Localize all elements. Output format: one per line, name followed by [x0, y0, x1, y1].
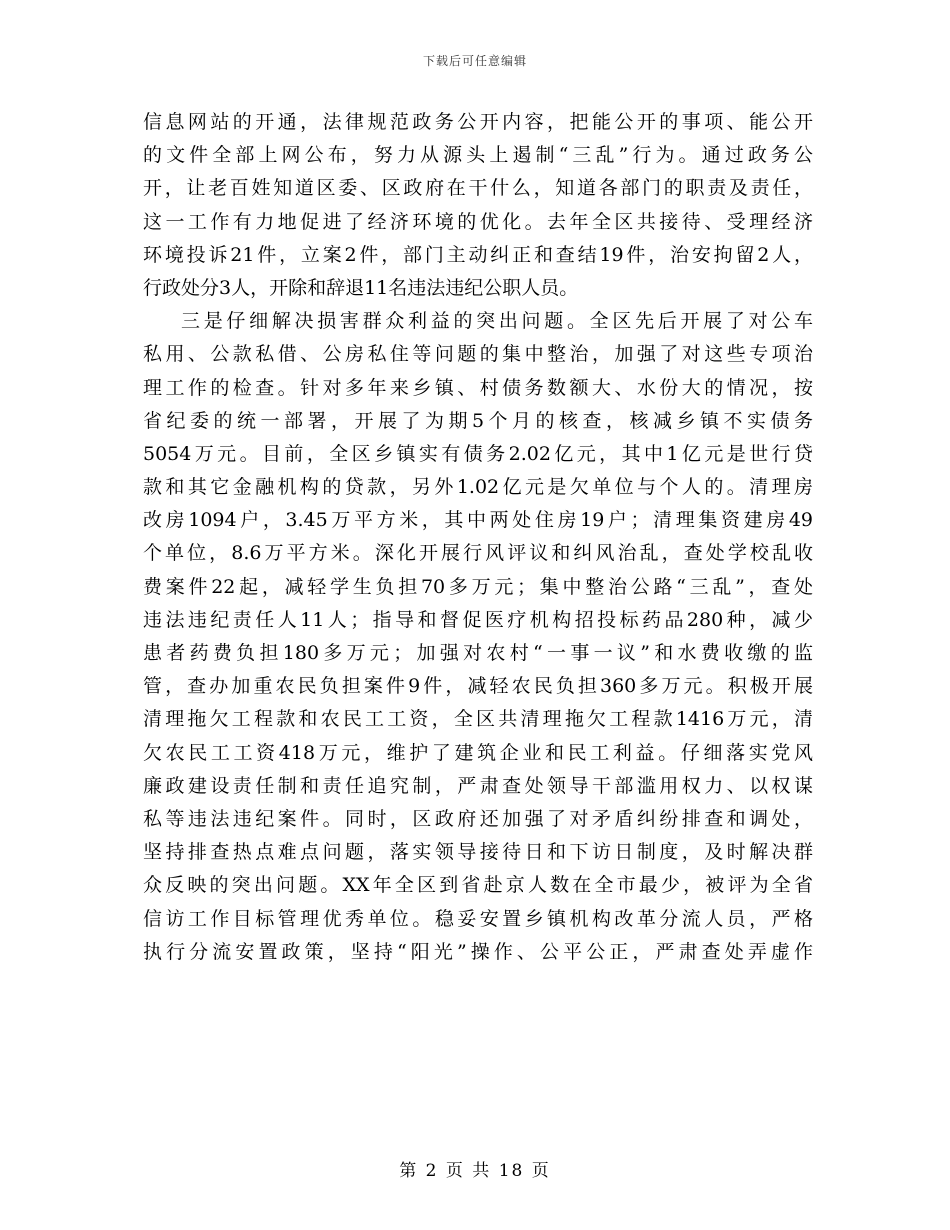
document-body	[143, 106, 813, 969]
text-line: 众反映的突出问题。XX年全区到省赴京人数在全市最少，被评为全省	[143, 874, 813, 897]
text-line: 理工作的检查。针对多年来乡镇、村债务数额大、水份大的情况，按	[143, 376, 813, 399]
text-line: 私用、公款私借、公房私住等问题的集中整治，加强了对这些专项治	[143, 343, 813, 366]
page-number: 第 2 页 共 18 页	[399, 1161, 551, 1181]
text-line: 清理拖欠工程款和农民工工资，全区共清理拖欠工程款1416万元，清	[143, 708, 813, 731]
text-line: 三是仔细解决损害群众利益的突出问题。全区先后开展了对公车	[181, 310, 813, 333]
text-line: 执行分流安置政策，坚持“阳光”操作、公平公正，严肃查处弄虚作	[143, 940, 813, 963]
text-line: 5054万元。目前，全区乡镇实有债务2.02亿元，其中1亿元是世行贷	[143, 442, 813, 465]
text-line: 廉政建设责任制和责任追究制，严肃查处领导干部滥用权力、以权谋	[143, 774, 813, 797]
text-line: 信访工作目标管理优秀单位。稳妥安置乡镇机构改革分流人员，严格	[143, 907, 813, 930]
text-line: 私等违法违纪案件。同时，区政府还加强了对矛盾纠纷排查和调处，	[143, 807, 813, 830]
text-line: 环境投诉21件，立案2件，部门主动纠正和查结19件，治安拘留2人，	[143, 243, 813, 266]
text-line: 信息网站的开通，法律规范政务公开内容，把能公开的事项、能公开	[143, 111, 813, 133]
text-line: 费案件22起，减轻学生负担70多万元；集中整治公路“三乱”，查处	[143, 575, 813, 598]
text-line: 坚持排查热点难点问题，落实领导接待日和下访日制度，及时解决群	[143, 841, 813, 864]
text-line: 管，查办加重农民负担案件9件，减轻农民负担360多万元。积极开展	[143, 675, 813, 698]
text-line: 欠农民工工资418万元，维护了建筑企业和民工利益。仔细落实党风	[143, 741, 813, 764]
text-line: 改房1094户，3.45万平方米，其中两处住房19户；清理集资建房49	[143, 509, 813, 532]
page-header: 下载后可任意编辑	[422, 54, 527, 68]
text-line: 这一工作有力地促进了经济环境的优化。去年全区共接待、受理经济	[143, 210, 813, 233]
text-line: 款和其它金融机构的贷款，另外1.02亿元是欠单位与个人的。清理房	[143, 476, 813, 499]
text-line: 个单位，8.6万平方米。深化开展行风评议和纠风治乱，查处学校乱收	[143, 542, 813, 565]
paragraph-1	[143, 106, 813, 305]
text-line: 的文件全部上网公布，努力从源头上遏制“三乱”行为。通过政务公	[143, 144, 813, 167]
text-line: 患者药费负担180多万元；加强对农村“一事一议”和水费收缴的监	[143, 642, 813, 664]
text-line: 开，让老百姓知道区委、区政府在干什么，知道各部门的职责及责任，	[143, 177, 813, 200]
paragraph-2	[143, 305, 813, 969]
text-line: 行政处分3人，开除和辞退11名违法违纪公职人员。	[143, 276, 579, 299]
text-line: 省纪委的统一部署，开展了为期5个月的核查，核减乡镇不实债务	[143, 409, 813, 432]
text-line: 违法违纪责任人11人；指导和督促医疗机构招投标药品280种，减少	[143, 608, 813, 631]
